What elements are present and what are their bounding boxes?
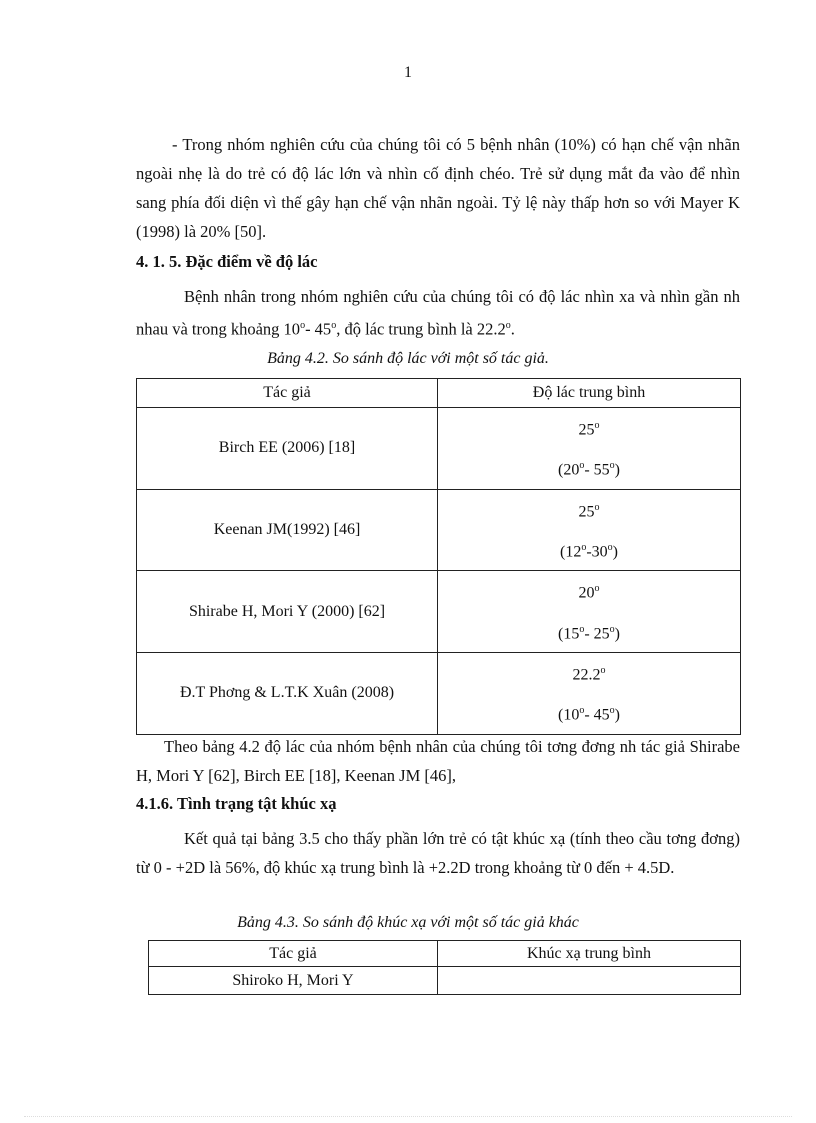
refraction-comparison-table bbox=[148, 940, 741, 995]
mean-cell: 22.2$^o$ (10$^o$- 45$^o$) bbox=[438, 652, 741, 734]
table-header-row bbox=[137, 379, 741, 408]
section-heading-deviation: 4. 1. 5. Đặc điểm về độ lác bbox=[136, 252, 318, 271]
table-caption-4-3: Bảng 4.3. So sánh độ khúc xạ với một số tác giả khác bbox=[237, 914, 579, 931]
table-caption-4-2: Bảng 4.2. So sánh độ lác với một số tác giả. bbox=[267, 350, 549, 367]
paragraph-motility: - Trong nhóm nghiên cứu của chúng tôi có 5 bệnh nhân (10%) có hạn chế vận nhãn ngoài nhẹ là do trẻ có độ lác lớn và nhìn cố định chéo. Trẻ sử dụng mắt đa vào để nhìn sang phía đối diện vì thế gây hạn chế vận nhãn ngoài. Tỷ lệ này thấp hơn so với Mayer K (1998) là 20% [50]. bbox=[136, 135, 740, 241]
table-row bbox=[137, 652, 741, 734]
author-cell: Keenan JM(1992) [46] bbox=[137, 489, 438, 571]
header-author: Tác giả bbox=[137, 379, 438, 408]
mean-cell: 25$^o$ (12$^o$-30$^o$) bbox=[438, 489, 741, 571]
page-bottom-rule bbox=[24, 1116, 792, 1117]
header-mean-refraction: Khúc xạ trung bình bbox=[438, 941, 741, 967]
author-cell: Đ.T Phơng & L.T.K Xuân (2008) bbox=[137, 652, 438, 734]
author-cell: Birch EE (2006) [18] bbox=[137, 408, 438, 490]
page-number: 1 bbox=[404, 64, 412, 81]
author-cell: Shiroko H, Mori Y bbox=[149, 967, 438, 995]
paragraph-refraction: Kết quả tại bảng 3.5 cho thấy phần lớn trẻ có tật khúc xạ (tính theo cầu tơng đơng) từ 0 - +2D là 56%, độ khúc xạ trung bình là +2.2D trong khoảng từ 0 đến + 4.5D. bbox=[136, 829, 740, 877]
table-row bbox=[137, 489, 741, 571]
mean-cell: 25$^o$ (20$^o$- 55$^o$) bbox=[438, 408, 741, 490]
table-row bbox=[149, 967, 741, 995]
author-cell: Shirabe H, Mori Y (2000) [62] bbox=[137, 571, 438, 653]
table-row bbox=[137, 571, 741, 653]
section-heading-refraction: 4.1.6. Tình trạng tật khúc xạ bbox=[136, 794, 337, 813]
mean-cell bbox=[438, 967, 741, 995]
deviation-comparison-table bbox=[136, 378, 741, 735]
header-author: Tác giả bbox=[149, 941, 438, 967]
mean-cell: 20$^o$ (15$^o$- 25$^o$) bbox=[438, 571, 741, 653]
header-mean-deviation: Độ lác trung bình bbox=[438, 379, 741, 408]
paragraph-deviation: Bệnh nhân trong nhóm nghiên cứu của chúng tôi có độ lác nhìn xa và nhìn gần nh nhau và trong khoảng 10$^o$- 45$^o$, độ lác trung bình là 22.2$^o$. bbox=[136, 287, 740, 339]
table-header-row bbox=[149, 941, 741, 967]
paragraph-comparison: Theo bảng 4.2 độ lác của nhóm bệnh nhân của chúng tôi tơng đơng nh tác giả Shirabe H, Mori Y [62], Birch EE [18], Keenan JM [46], bbox=[136, 737, 740, 785]
table-row bbox=[137, 408, 741, 490]
